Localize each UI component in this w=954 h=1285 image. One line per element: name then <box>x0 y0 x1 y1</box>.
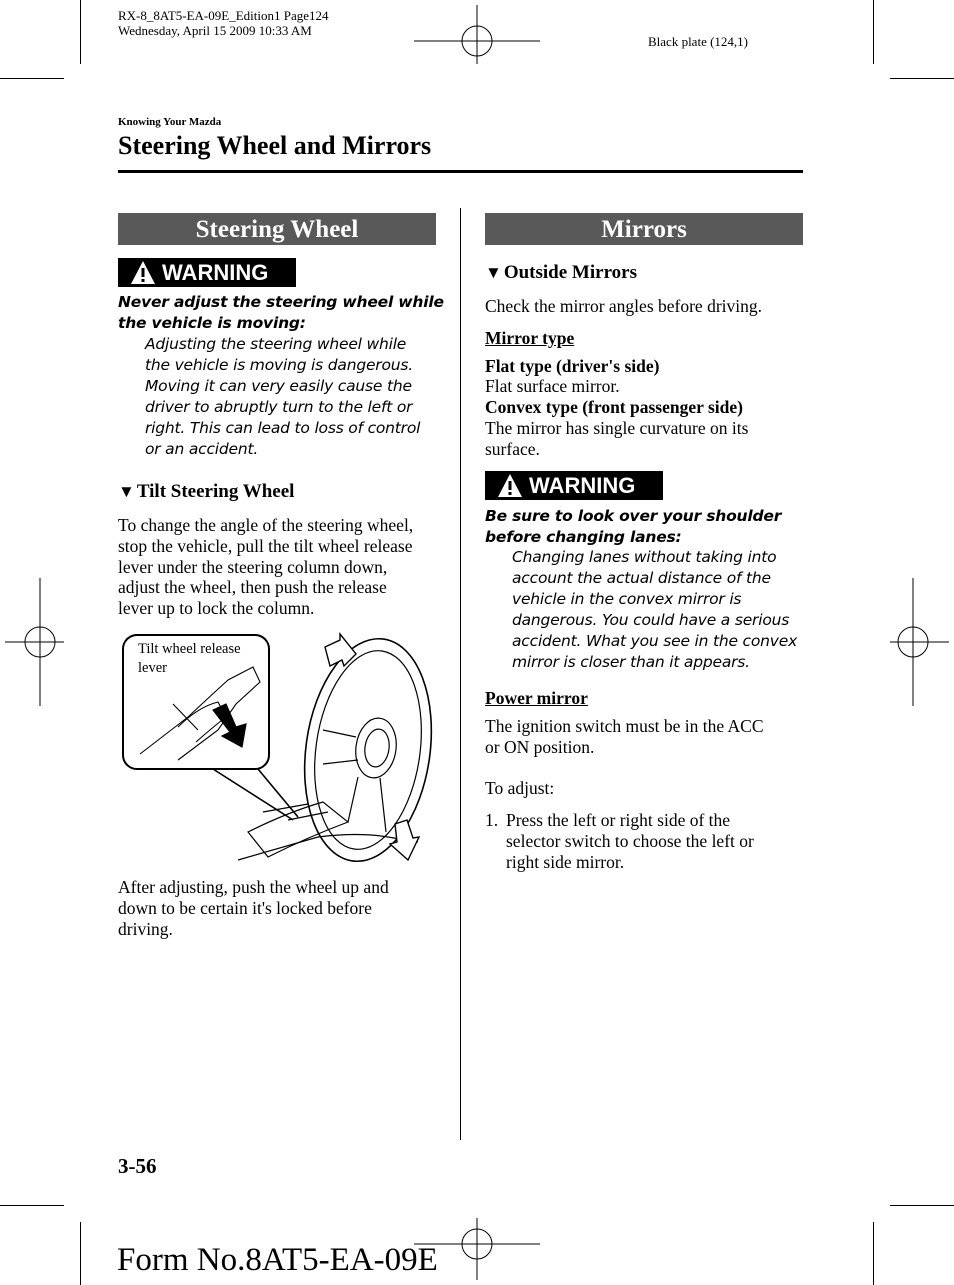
page-number: 3-56 <box>118 1154 157 1178</box>
warning-body-line: account the actual distance of the <box>512 569 771 587</box>
power-mirror-desc <box>485 716 764 758</box>
paragraph-line: After adjusting, push the wheel up and <box>118 877 389 897</box>
section-title-mirrors: Mirrors <box>485 213 803 245</box>
flat-type-desc: Flat surface mirror. <box>485 376 620 396</box>
subheading-text: Tilt Steering Wheel <box>136 481 295 502</box>
column-divider <box>460 208 461 1140</box>
step-line: Press the left or right side of the <box>506 810 731 830</box>
warning-title-line: before changing lanes: <box>485 528 682 546</box>
warning-body-line: Changing lanes without taking into <box>512 548 777 566</box>
convex-type-desc <box>485 418 748 460</box>
print-info-line: RX-8_8AT5-EA-09E_Edition1 Page124 <box>118 8 329 23</box>
paragraph-line: down to be certain it's locked before <box>118 897 372 918</box>
plate-label: Black plate (124,1) <box>648 34 748 49</box>
form-number: Form No.8AT5-EA-09E <box>117 1242 438 1278</box>
paragraph-line: or ON position. <box>485 736 595 757</box>
page-title: Steering Wheel and Mirrors <box>118 131 432 160</box>
warning-body-line: driver to abruptly turn to the left or <box>145 398 413 416</box>
print-info-line: Wednesday, April 15 2009 10:33 AM <box>118 23 312 38</box>
warning-title <box>485 506 781 548</box>
warning-body <box>145 334 420 460</box>
warning-text: WARNING <box>529 472 636 498</box>
warning-body <box>512 547 797 673</box>
paragraph-line: The mirror has single curvature on its <box>485 418 749 438</box>
convex-type-label: Convex type (front passenger side) <box>485 397 743 417</box>
warning-title-line: Never adjust the steering wheel while <box>118 293 444 311</box>
figure-callout-line: lever <box>138 660 167 676</box>
warning-body-line: Adjusting the steering wheel while <box>145 335 407 353</box>
warning-body-line: the vehicle is moving is dangerous. <box>145 356 413 374</box>
subheading-outside-mirrors <box>485 262 637 284</box>
paragraph-line: lever up to lock the column. <box>118 598 315 619</box>
section-title-steering-wheel: Steering Wheel <box>118 213 436 245</box>
mirror-type-heading: Mirror type <box>485 328 575 348</box>
subheading-marker-icon: ▼ <box>485 263 502 282</box>
warning-body-line: vehicle in the convex mirror is <box>512 590 742 608</box>
warning-body-line: accident. What you see in the convex <box>512 632 798 650</box>
warning-body-line: mirror is closer than it appears. <box>512 653 750 671</box>
paragraph-line: The ignition switch must be in the ACC <box>485 716 764 736</box>
step-text <box>506 810 754 872</box>
warning-triangle-icon <box>130 260 156 286</box>
print-info <box>118 8 329 38</box>
paragraph-line: To change the angle of the steering wheel, <box>118 515 414 535</box>
warning-triangle-icon <box>497 473 523 499</box>
title-rule <box>118 170 803 173</box>
subheading-text: Outside Mirrors <box>503 262 637 283</box>
paragraph-line: adjust the wheel, then push the release <box>118 577 387 598</box>
figure-callout-line: Tilt wheel release <box>138 641 241 657</box>
paragraph-line: lever under the steering column down, <box>118 556 388 577</box>
warning-label <box>485 471 663 500</box>
figure-callout-label <box>138 640 241 678</box>
warning-body-line: or an accident. <box>145 440 259 458</box>
warning-title-line: the vehicle is moving: <box>118 314 306 332</box>
step-line: right side mirror. <box>506 851 625 872</box>
power-mirror-heading: Power mirror <box>485 688 588 708</box>
warning-text: WARNING <box>162 259 269 285</box>
tilt-paragraph <box>118 515 413 619</box>
paragraph-line: driving. <box>118 918 173 939</box>
subheading-marker-icon: ▼ <box>118 482 135 501</box>
step-number: 1. <box>485 810 499 830</box>
warning-body-line: dangerous. You could have a serious <box>512 611 790 629</box>
warning-label <box>118 258 296 287</box>
step-line: selector switch to choose the left or <box>506 830 754 851</box>
to-adjust-label: To adjust: <box>485 778 555 798</box>
breadcrumb: Knowing Your Mazda <box>118 116 222 128</box>
warning-title <box>118 292 444 334</box>
warning-body-line: right. This can lead to loss of control <box>145 419 421 437</box>
paragraph-line: surface. <box>485 438 540 459</box>
paragraph-line: stop the vehicle, pull the tilt wheel release <box>118 535 413 556</box>
subheading-tilt-steering-wheel <box>118 481 294 503</box>
warning-body-line: Moving it can very easily cause the <box>145 377 412 395</box>
mirrors-intro: Check the mirror angles before driving. <box>485 296 762 316</box>
warning-title-line: Be sure to look over your shoulder <box>485 507 782 525</box>
flat-type-label: Flat type (driver's side) <box>485 356 660 376</box>
after-adjusting-paragraph <box>118 877 389 939</box>
